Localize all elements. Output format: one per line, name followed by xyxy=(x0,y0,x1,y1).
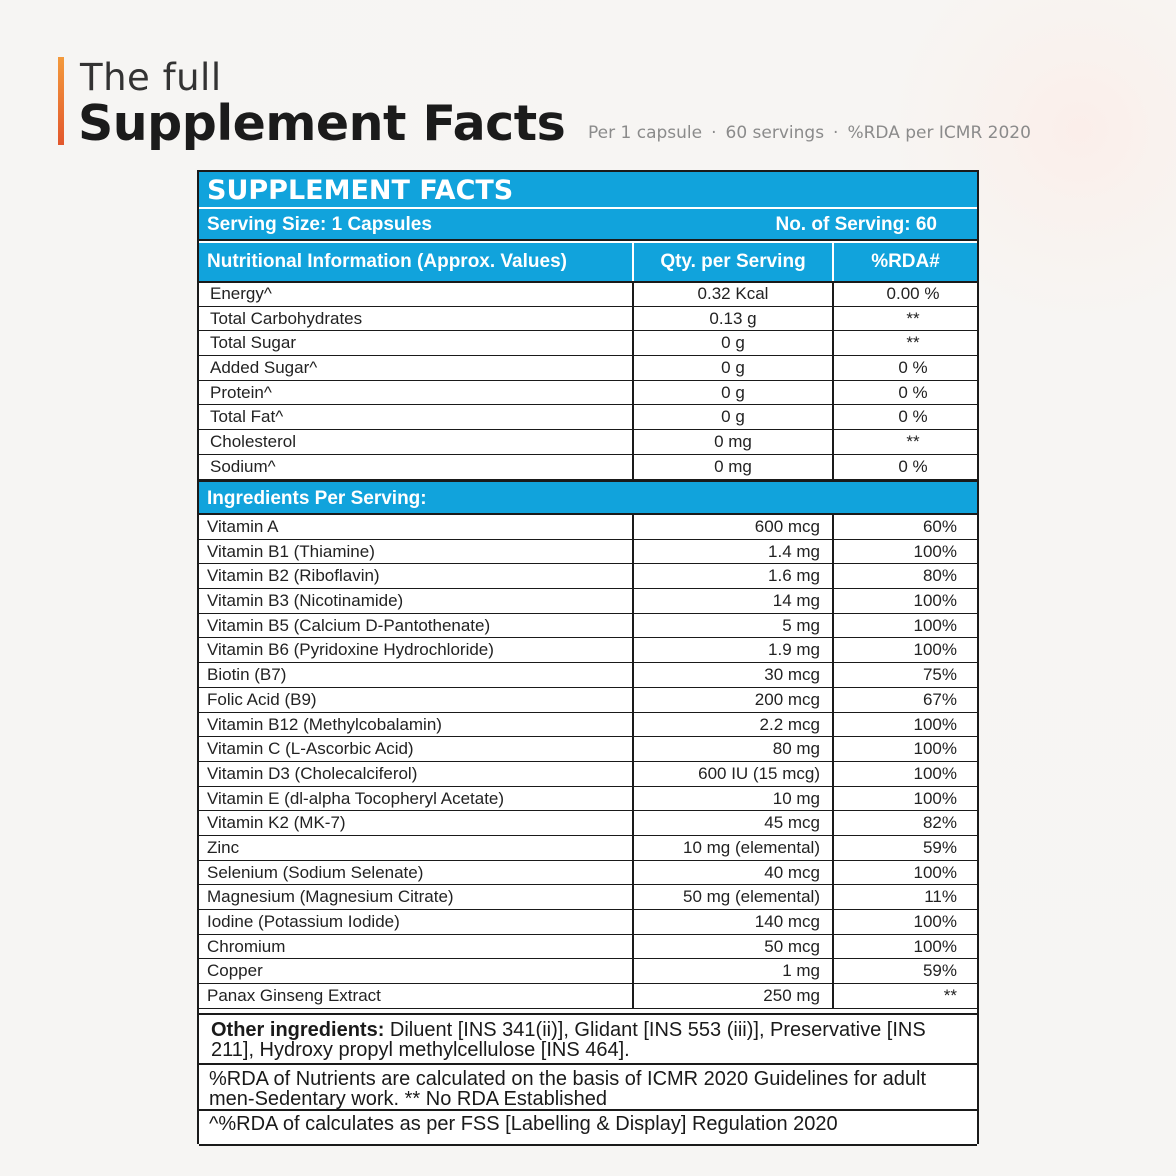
column-header-rda: %RDA# xyxy=(871,251,940,272)
ingredient-qty: 1.6 mg xyxy=(634,564,834,588)
ingredient-qty: 50 mcg xyxy=(634,935,834,959)
table-row xyxy=(199,405,977,430)
ingredient-name: Panax Ginseng Extract xyxy=(199,984,634,1008)
ingredient-rda: 100% xyxy=(913,640,957,660)
table-row xyxy=(199,688,977,713)
table-row xyxy=(199,381,977,406)
accent-bar xyxy=(58,57,64,145)
table-row xyxy=(199,836,977,861)
ingredient-name: Chromium xyxy=(199,935,634,959)
ingredient-rda: ** xyxy=(943,986,957,1006)
table-row xyxy=(199,663,977,688)
nutrient-qty: 0 g xyxy=(634,405,834,429)
table-row xyxy=(199,614,977,639)
column-header-nutrient: Nutritional Information (Approx. Values) xyxy=(199,243,634,281)
ingredient-qty: 10 mg xyxy=(634,787,834,811)
nutrient-name: Total Fat^ xyxy=(199,405,634,429)
table-row xyxy=(199,307,977,332)
ingredient-qty: 600 IU (15 mcg) xyxy=(634,762,834,786)
ingredient-rda: 67% xyxy=(922,689,957,709)
other-ingredients-label: Other ingredients: xyxy=(211,1019,385,1041)
table-row xyxy=(199,885,977,910)
ingredient-rda: 59% xyxy=(922,961,957,981)
rda-note: %RDA of Nutrients are calculated on the basis of ICMR 2020 Guidelines for adult men-Sedentary work. ** No RDA Established xyxy=(199,1065,977,1111)
ingredient-name: Copper xyxy=(199,959,634,983)
table-row xyxy=(199,564,977,589)
table-row xyxy=(199,282,977,307)
nutrient-qty: 0 g xyxy=(634,381,834,405)
ingredient-name: Selenium (Sodium Selenate) xyxy=(199,861,634,885)
ingredient-name: Folic Acid (B9) xyxy=(199,688,634,712)
page-title: Supplement Facts xyxy=(78,95,566,152)
table-row xyxy=(199,356,977,381)
ingredient-rda: 100% xyxy=(913,541,957,561)
ingredient-qty: 200 mcg xyxy=(634,688,834,712)
nutrient-name: Sodium^ xyxy=(199,455,634,479)
column-header-qty: Qty. per Serving xyxy=(634,243,834,281)
table-row xyxy=(199,861,977,886)
ingredient-qty: 14 mg xyxy=(634,589,834,613)
table-row xyxy=(199,455,977,480)
nutrient-rda: ** xyxy=(906,308,920,328)
other-ingredients xyxy=(199,1013,977,1065)
ingredient-qty: 140 mcg xyxy=(634,910,834,934)
ingredient-rda: 100% xyxy=(913,788,957,808)
ingredient-rda: 80% xyxy=(922,566,957,586)
ingredient-qty: 40 mcg xyxy=(634,861,834,885)
nutrient-qty: 0 mg xyxy=(634,455,834,479)
column-header xyxy=(199,243,977,283)
ingredient-qty: 2.2 mcg xyxy=(634,713,834,737)
nutrient-qty: 0.32 Kcal xyxy=(634,282,834,306)
label-title: SUPPLEMENT FACTS xyxy=(199,172,977,209)
ingredient-name: Vitamin B1 (Thiamine) xyxy=(199,540,634,564)
table-row xyxy=(199,713,977,738)
ingredients-header: Ingredients Per Serving: xyxy=(199,480,977,515)
ingredient-rda: 75% xyxy=(922,665,957,685)
ingredient-qty: 80 mg xyxy=(634,737,834,761)
ingredient-name: Vitamin B12 (Methylcobalamin) xyxy=(199,713,634,737)
ingredient-rda: 100% xyxy=(913,912,957,931)
ingredient-rda: 60% xyxy=(922,517,957,536)
table-row xyxy=(199,331,977,356)
nutrient-rda: ** xyxy=(906,432,920,452)
ingredient-rda: 100% xyxy=(913,615,957,635)
table-row xyxy=(199,737,977,762)
ingredient-qty: 600 mcg xyxy=(634,515,834,539)
table-row xyxy=(199,910,977,935)
ingredients-table xyxy=(199,515,977,1009)
nutrient-qty: 0.13 g xyxy=(634,307,834,331)
nutrient-name: Total Carbohydrates xyxy=(199,307,634,331)
table-row xyxy=(199,811,977,836)
ingredient-qty: 45 mcg xyxy=(634,811,834,835)
nutrient-rda: 0 % xyxy=(898,407,928,427)
ingredient-qty: 5 mg xyxy=(634,614,834,638)
meta-separator: · xyxy=(711,123,717,143)
ingredient-qty: 30 mcg xyxy=(634,663,834,687)
ingredient-rda: 100% xyxy=(913,763,957,783)
heading-kicker: The full xyxy=(80,56,222,99)
ingredient-name: Vitamin C (L-Ascorbic Acid) xyxy=(199,737,634,761)
other-ingredients-text: Diluent [INS 341(ii)], Glidant [INS 553 (iii)], Preservative [INS 211], Hydroxy propyl methylcellulose [INS 464]. xyxy=(211,1019,926,1061)
serving-size: Serving Size: 1 Capsules xyxy=(207,214,432,235)
heading-meta xyxy=(588,123,1031,143)
servings-count: No. of Serving: 60 xyxy=(775,214,937,235)
ingredient-name: Zinc xyxy=(199,836,634,860)
table-row xyxy=(199,935,977,960)
ingredient-name: Vitamin B3 (Nicotinamide) xyxy=(199,589,634,613)
ingredient-name: Vitamin B2 (Riboflavin) xyxy=(199,564,634,588)
ingredient-rda: 11% xyxy=(924,887,957,907)
table-row xyxy=(199,959,977,984)
ingredient-rda: 59% xyxy=(922,837,957,857)
serving-bar xyxy=(199,209,977,241)
table-row xyxy=(199,589,977,614)
ingredient-name: Vitamin B5 (Calcium D-Pantothenate) xyxy=(199,614,634,638)
ingredient-qty: 1.9 mg xyxy=(634,638,834,662)
ingredient-name: Iodine (Potassium Iodide) xyxy=(199,910,634,934)
meta-separator: · xyxy=(833,123,839,143)
table-row xyxy=(199,762,977,787)
meta-capsule: Per 1 capsule xyxy=(588,123,703,143)
nutrient-name: Protein^ xyxy=(199,381,634,405)
nutrition-table xyxy=(199,282,977,480)
ingredient-qty: 1.4 mg xyxy=(634,540,834,564)
ingredient-qty: 250 mg xyxy=(634,984,834,1008)
ingredient-name: Magnesium (Magnesium Citrate) xyxy=(199,885,634,909)
ingredient-rda: 100% xyxy=(913,739,957,759)
nutrient-rda: 0 % xyxy=(898,456,928,476)
nutrient-name: Total Sugar xyxy=(199,331,634,355)
ingredient-rda: 100% xyxy=(913,862,957,882)
ingredient-qty: 50 mg (elemental) xyxy=(634,885,834,909)
ingredient-rda: 100% xyxy=(913,936,957,956)
table-row xyxy=(199,984,977,1009)
nutrient-rda: 0.00 % xyxy=(886,284,940,303)
nutrient-rda: 0 % xyxy=(898,358,928,378)
supplement-facts-label xyxy=(197,170,979,1144)
ingredient-rda: 100% xyxy=(913,714,957,734)
table-row xyxy=(199,515,977,540)
ingredient-name: Vitamin B6 (Pyridoxine Hydrochloride) xyxy=(199,638,634,662)
ingredient-rda: 82% xyxy=(922,813,957,833)
table-row xyxy=(199,430,977,455)
nutrient-qty: 0 g xyxy=(634,356,834,380)
table-row xyxy=(199,638,977,663)
ingredient-name: Biotin (B7) xyxy=(199,663,634,687)
ingredient-name: Vitamin E (dl-alpha Tocopheryl Acetate) xyxy=(199,787,634,811)
ingredient-name: Vitamin K2 (MK-7) xyxy=(199,811,634,835)
nutrient-name: Added Sugar^ xyxy=(199,356,634,380)
ingredient-name: Vitamin D3 (Cholecalciferol) xyxy=(199,762,634,786)
ingredient-qty: 1 mg xyxy=(634,959,834,983)
table-row xyxy=(199,540,977,565)
nutrient-qty: 0 g xyxy=(634,331,834,355)
nutrient-qty: 0 mg xyxy=(634,430,834,454)
ingredient-name: Vitamin A xyxy=(199,515,634,539)
nutrient-rda: 0 % xyxy=(898,382,928,402)
nutrient-rda: ** xyxy=(906,333,920,353)
ingredient-qty: 10 mg (elemental) xyxy=(634,836,834,860)
meta-servings: 60 servings xyxy=(725,123,825,143)
meta-rda-source: %RDA per ICMR 2020 xyxy=(847,123,1031,143)
ingredient-rda: 100% xyxy=(913,591,957,611)
nutrient-name: Energy^ xyxy=(199,282,634,306)
nutrient-name: Cholesterol xyxy=(199,430,634,454)
fss-note: ^%RDA of calculates as per FSS [Labelling & Display] Regulation 2020 xyxy=(199,1111,977,1146)
table-row xyxy=(199,787,977,812)
